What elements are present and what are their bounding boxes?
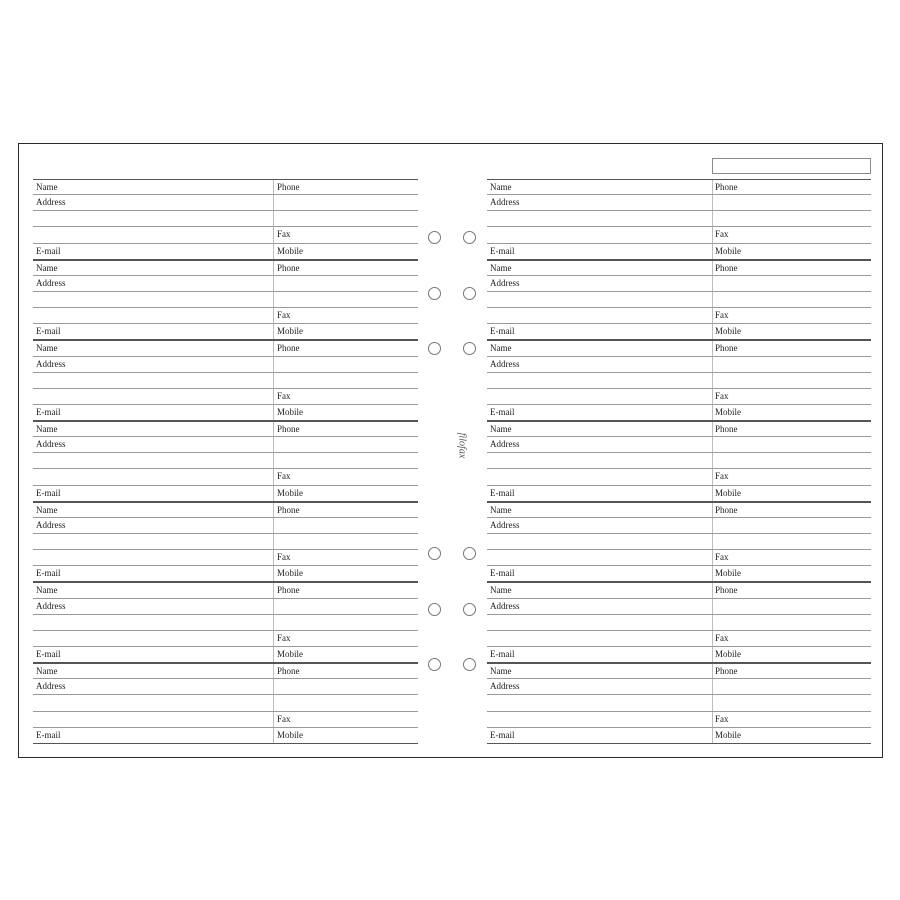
entry-row[interactable] [487, 373, 871, 389]
address-label: Address [36, 197, 66, 208]
column-divider [273, 389, 274, 404]
fax-label: Fax [277, 471, 291, 482]
phone-label: Phone [715, 262, 738, 273]
mobile-label: Mobile [277, 568, 303, 579]
email-label: E-mail [36, 729, 61, 740]
email-label: E-mail [36, 326, 61, 337]
entry-row[interactable] [33, 615, 418, 631]
punch-hole [428, 287, 441, 300]
column-divider [712, 712, 713, 727]
entry-row[interactable] [33, 663, 418, 679]
column-divider [712, 486, 713, 501]
email-label: E-mail [36, 568, 61, 579]
entry-row[interactable] [33, 453, 418, 469]
punch-hole [428, 547, 441, 560]
column-divider [273, 518, 274, 533]
email-label: E-mail [490, 568, 515, 579]
entry-row[interactable] [33, 534, 418, 550]
column-divider [712, 389, 713, 404]
column-divider [712, 195, 713, 210]
phone-label: Phone [715, 182, 738, 192]
column-divider [273, 486, 274, 501]
punch-hole [428, 342, 441, 355]
mobile-label: Mobile [715, 406, 741, 417]
phone-label: Phone [277, 585, 300, 596]
column-divider [712, 728, 713, 743]
email-label: E-mail [490, 487, 515, 498]
address-label: Address [36, 519, 66, 530]
mobile-label: Mobile [715, 326, 741, 337]
fax-label: Fax [277, 229, 291, 240]
fax-label: Fax [277, 390, 291, 401]
column-divider [273, 599, 274, 614]
column-divider [712, 211, 713, 226]
punch-hole [463, 658, 476, 671]
address-entry [33, 663, 418, 744]
email-label: E-mail [36, 487, 61, 498]
name-label: Name [490, 504, 512, 515]
address-label: Address [490, 600, 520, 611]
column-divider [712, 583, 713, 597]
column-divider [273, 422, 274, 436]
name-label: Name [36, 585, 58, 596]
column-divider [712, 341, 713, 355]
address-entry [33, 179, 418, 260]
email-label: E-mail [36, 648, 61, 659]
fax-label: Fax [715, 552, 729, 563]
entry-row[interactable] [487, 211, 871, 227]
address-entry [33, 502, 418, 583]
column-divider [273, 664, 274, 678]
name-label: Name [36, 666, 58, 677]
column-divider [712, 518, 713, 533]
mobile-label: Mobile [715, 648, 741, 659]
address-entry [487, 421, 871, 502]
entry-row[interactable] [33, 695, 418, 711]
address-label: Address [36, 439, 66, 450]
column-divider [273, 583, 274, 597]
brand-logo: filofax [456, 432, 468, 459]
column-divider [712, 437, 713, 452]
punch-hole [463, 547, 476, 560]
column-divider [712, 422, 713, 436]
fax-label: Fax [277, 310, 291, 321]
entry-row[interactable] [487, 324, 871, 340]
entry-row[interactable] [487, 469, 871, 485]
column-divider [273, 276, 274, 291]
email-label: E-mail [490, 326, 515, 337]
name-label: Name [36, 343, 58, 354]
entry-row[interactable] [33, 357, 418, 373]
phone-label: Phone [715, 585, 738, 596]
column-divider [273, 615, 274, 630]
entry-row[interactable] [33, 437, 418, 453]
entry-row[interactable] [33, 179, 418, 195]
column-divider [712, 261, 713, 275]
entry-row[interactable] [487, 276, 871, 292]
entry-row[interactable] [487, 728, 871, 744]
fax-label: Fax [715, 471, 729, 482]
phone-label: Phone [277, 504, 300, 515]
entry-row[interactable] [33, 211, 418, 227]
right-page [487, 179, 871, 744]
entry-row[interactable] [33, 647, 418, 663]
entry-row[interactable] [487, 502, 871, 518]
entry-row[interactable] [33, 486, 418, 502]
mobile-label: Mobile [715, 245, 741, 256]
entry-row[interactable] [33, 582, 418, 598]
column-divider [273, 405, 274, 420]
name-label: Name [36, 504, 58, 515]
name-label: Name [490, 666, 512, 677]
name-label: Name [490, 424, 512, 435]
entry-row[interactable] [487, 582, 871, 598]
punch-hole [463, 231, 476, 244]
column-divider [712, 615, 713, 630]
column-divider [273, 728, 274, 743]
address-label: Address [490, 197, 520, 208]
entry-row[interactable] [487, 340, 871, 356]
column-divider [273, 503, 274, 517]
fax-label: Fax [715, 229, 729, 240]
column-divider [712, 679, 713, 694]
entry-row[interactable] [33, 324, 418, 340]
column-divider [712, 550, 713, 565]
phone-label: Phone [277, 424, 300, 435]
mobile-label: Mobile [277, 326, 303, 337]
name-label: Name [490, 262, 512, 273]
entry-row[interactable] [33, 421, 418, 437]
phone-label: Phone [715, 424, 738, 435]
column-divider [712, 373, 713, 388]
column-divider [273, 308, 274, 323]
entry-row[interactable] [487, 308, 871, 324]
column-divider [273, 227, 274, 242]
column-divider [273, 195, 274, 210]
entry-row[interactable] [487, 486, 871, 502]
entry-row[interactable] [33, 469, 418, 485]
address-label: Address [490, 277, 520, 288]
phone-label: Phone [715, 666, 738, 677]
name-label: Name [490, 585, 512, 596]
entry-row[interactable] [487, 550, 871, 566]
entry-row[interactable] [487, 647, 871, 663]
entry-row[interactable] [487, 357, 871, 373]
name-label: Name [36, 182, 58, 192]
column-divider [273, 357, 274, 372]
entry-row[interactable] [487, 663, 871, 679]
address-label: Address [36, 358, 66, 369]
phone-label: Phone [277, 666, 300, 677]
entry-row[interactable] [33, 631, 418, 647]
name-label: Name [36, 424, 58, 435]
column-divider [712, 469, 713, 484]
entry-row[interactable] [33, 502, 418, 518]
address-entry [487, 502, 871, 583]
entry-row[interactable] [33, 195, 418, 211]
punch-hole [428, 603, 441, 616]
column-divider [273, 437, 274, 452]
entry-row[interactable] [33, 679, 418, 695]
entry-row[interactable] [33, 276, 418, 292]
address-label: Address [490, 439, 520, 450]
column-divider [273, 679, 274, 694]
entry-row[interactable] [487, 566, 871, 582]
phone-label: Phone [277, 343, 300, 354]
entry-row[interactable] [487, 695, 871, 711]
column-divider [273, 373, 274, 388]
email-label: E-mail [490, 729, 515, 740]
email-label: E-mail [490, 648, 515, 659]
column-divider [712, 503, 713, 517]
entry-row[interactable] [487, 421, 871, 437]
phone-label: Phone [715, 504, 738, 515]
address-label: Address [490, 681, 520, 692]
column-divider [273, 244, 274, 259]
mobile-label: Mobile [715, 568, 741, 579]
name-label: Name [490, 343, 512, 354]
mobile-label: Mobile [715, 729, 741, 740]
entry-row[interactable] [487, 712, 871, 728]
column-divider [273, 631, 274, 646]
entry-row[interactable] [33, 373, 418, 389]
column-divider [273, 341, 274, 355]
mobile-label: Mobile [277, 648, 303, 659]
column-divider [273, 566, 274, 581]
column-divider [712, 357, 713, 372]
entry-row[interactable] [33, 340, 418, 356]
address-label: Address [36, 277, 66, 288]
column-divider [712, 405, 713, 420]
column-divider [712, 647, 713, 662]
fax-label: Fax [277, 632, 291, 643]
punch-hole [428, 658, 441, 671]
fax-label: Fax [277, 713, 291, 724]
phone-label: Phone [277, 262, 300, 273]
entry-row[interactable] [487, 437, 871, 453]
address-label: Address [490, 358, 520, 369]
entry-row[interactable] [487, 179, 871, 195]
phone-label: Phone [277, 182, 300, 192]
address-label: Address [490, 519, 520, 530]
email-label: E-mail [36, 406, 61, 417]
entry-row[interactable] [487, 227, 871, 243]
entry-row[interactable] [487, 631, 871, 647]
fax-label: Fax [277, 552, 291, 563]
entry-row[interactable] [487, 599, 871, 615]
address-label: Address [36, 600, 66, 611]
fax-label: Fax [715, 632, 729, 643]
column-divider [273, 469, 274, 484]
column-divider [712, 276, 713, 291]
mobile-label: Mobile [277, 245, 303, 256]
email-label: E-mail [490, 245, 515, 256]
entry-row[interactable] [487, 679, 871, 695]
column-divider [273, 211, 274, 226]
fax-label: Fax [715, 390, 729, 401]
column-divider [273, 647, 274, 662]
column-divider [712, 292, 713, 307]
column-divider [273, 712, 274, 727]
entry-row[interactable] [33, 599, 418, 615]
address-entry [487, 179, 871, 260]
name-label: Name [36, 262, 58, 273]
column-divider [273, 534, 274, 549]
column-divider [273, 324, 274, 339]
entry-row[interactable] [487, 453, 871, 469]
address-label: Address [36, 681, 66, 692]
column-divider [712, 308, 713, 323]
mobile-label: Mobile [715, 487, 741, 498]
entry-row[interactable] [33, 728, 418, 744]
entry-row[interactable] [487, 244, 871, 260]
entry-row[interactable] [33, 260, 418, 276]
entry-row[interactable] [487, 389, 871, 405]
email-label: E-mail [490, 406, 515, 417]
address-entry [487, 582, 871, 663]
mobile-label: Mobile [277, 406, 303, 417]
column-divider [273, 453, 274, 468]
column-divider [273, 261, 274, 275]
entry-row[interactable] [487, 260, 871, 276]
entry-row[interactable] [33, 566, 418, 582]
column-divider [712, 664, 713, 678]
column-divider [273, 180, 274, 194]
column-divider [273, 292, 274, 307]
left-page [33, 179, 418, 744]
index-tab-box[interactable] [712, 158, 871, 174]
mobile-label: Mobile [277, 729, 303, 740]
punch-hole [463, 603, 476, 616]
entry-row[interactable] [487, 615, 871, 631]
address-entry [33, 340, 418, 421]
column-divider [712, 534, 713, 549]
column-divider [712, 244, 713, 259]
address-entry [33, 421, 418, 502]
entry-row[interactable] [33, 405, 418, 421]
entry-row[interactable] [487, 518, 871, 534]
punch-hole [463, 342, 476, 355]
column-divider [712, 227, 713, 242]
address-entry [487, 260, 871, 341]
address-entry [487, 663, 871, 744]
column-divider [712, 566, 713, 581]
entry-row[interactable] [33, 550, 418, 566]
entry-row[interactable] [33, 389, 418, 405]
entry-row[interactable] [33, 308, 418, 324]
address-entry [33, 582, 418, 663]
entry-row[interactable] [487, 292, 871, 308]
entry-row[interactable] [487, 405, 871, 421]
entry-row[interactable] [33, 518, 418, 534]
entry-row[interactable] [33, 292, 418, 308]
entry-row[interactable] [33, 244, 418, 260]
address-refill-sheet [18, 143, 883, 758]
column-divider [273, 695, 274, 710]
column-divider [712, 631, 713, 646]
phone-label: Phone [715, 343, 738, 354]
column-divider [712, 324, 713, 339]
column-divider [712, 599, 713, 614]
column-divider [273, 550, 274, 565]
name-label: Name [490, 182, 512, 192]
entry-row[interactable] [33, 227, 418, 243]
entry-row[interactable] [487, 534, 871, 550]
address-entry [487, 340, 871, 421]
fax-label: Fax [715, 310, 729, 321]
mobile-label: Mobile [277, 487, 303, 498]
punch-hole [428, 231, 441, 244]
fax-label: Fax [715, 713, 729, 724]
punch-hole [463, 287, 476, 300]
address-entry [33, 260, 418, 341]
column-divider [712, 695, 713, 710]
entry-row[interactable] [487, 195, 871, 211]
email-label: E-mail [36, 245, 61, 256]
entry-row[interactable] [33, 712, 418, 728]
column-divider [712, 453, 713, 468]
column-divider [712, 180, 713, 194]
